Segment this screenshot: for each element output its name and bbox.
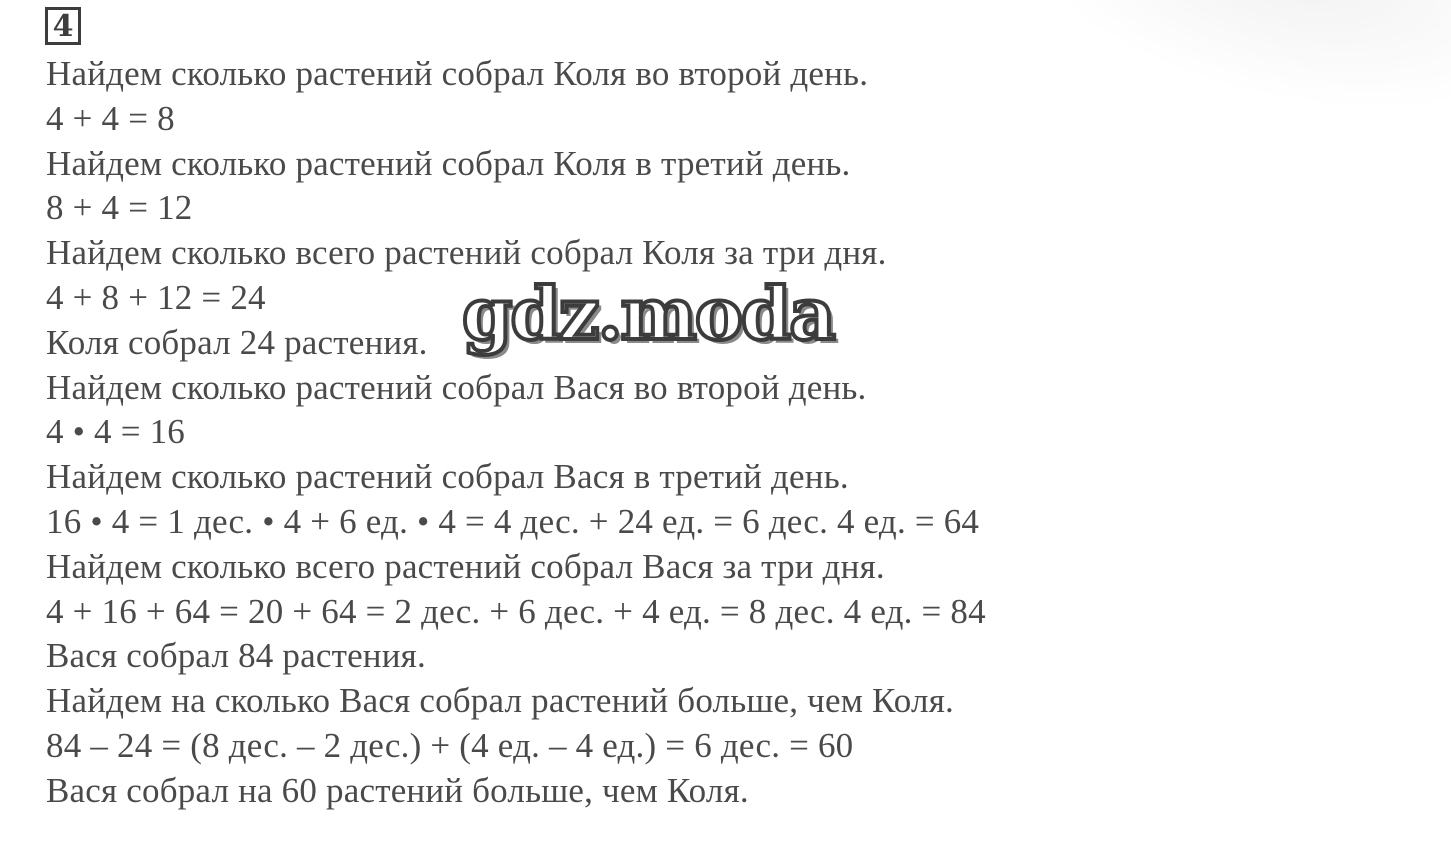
task-number-box: 4	[45, 7, 81, 45]
watermark-logo: gdz.moda	[462, 271, 834, 356]
solution-line: 4 + 4 = 8	[46, 98, 175, 138]
solution-line: Найдем на сколько Вася собрал растений больше, чем Коля.	[46, 681, 954, 721]
solution-line: 8 + 4 = 12	[46, 188, 193, 228]
solution-line: Найдем сколько всего растений собрал Вася за три дня.	[46, 546, 885, 586]
solution-line: 16 • 4 = 1 дес. • 4 + 6 ед. • 4 = 4 дес. + 24 ед. = 6 дес. 4 ед. = 64	[46, 501, 980, 541]
solution-line: 84 – 24 = (8 дес. – 2 дес.) + (4 ед. – 4 ед.) = 6 дес. = 60	[46, 725, 854, 765]
solution-line: Вася собрал 84 растения.	[46, 636, 426, 676]
solution-text	[46, 52, 986, 814]
solution-line: 4 + 8 + 12 = 24	[46, 277, 266, 317]
solution-line: Коля собрал 24 растения.	[46, 322, 428, 362]
solution-line: Найдем сколько всего растений собрал Коля за три дня.	[46, 233, 887, 273]
scan-shadow	[990, 0, 1451, 155]
solution-line: Найдем сколько растений собрал Вася в третий день.	[46, 457, 849, 497]
solution-line: 4 • 4 = 16	[46, 412, 185, 452]
solution-line: 4 + 16 + 64 = 20 + 64 = 2 дес. + 6 дес. + 4 ед. = 8 дес. 4 ед. = 84	[46, 591, 986, 631]
solution-line: Вася собрал на 60 растений больше, чем Коля.	[46, 770, 749, 810]
solution-line: Найдем сколько растений собрал Коля в третий день.	[46, 143, 851, 183]
solution-line: Найдем сколько растений собрал Вася во второй день.	[46, 367, 867, 407]
solution-line: Найдем сколько растений собрал Коля во второй день.	[46, 54, 869, 93]
